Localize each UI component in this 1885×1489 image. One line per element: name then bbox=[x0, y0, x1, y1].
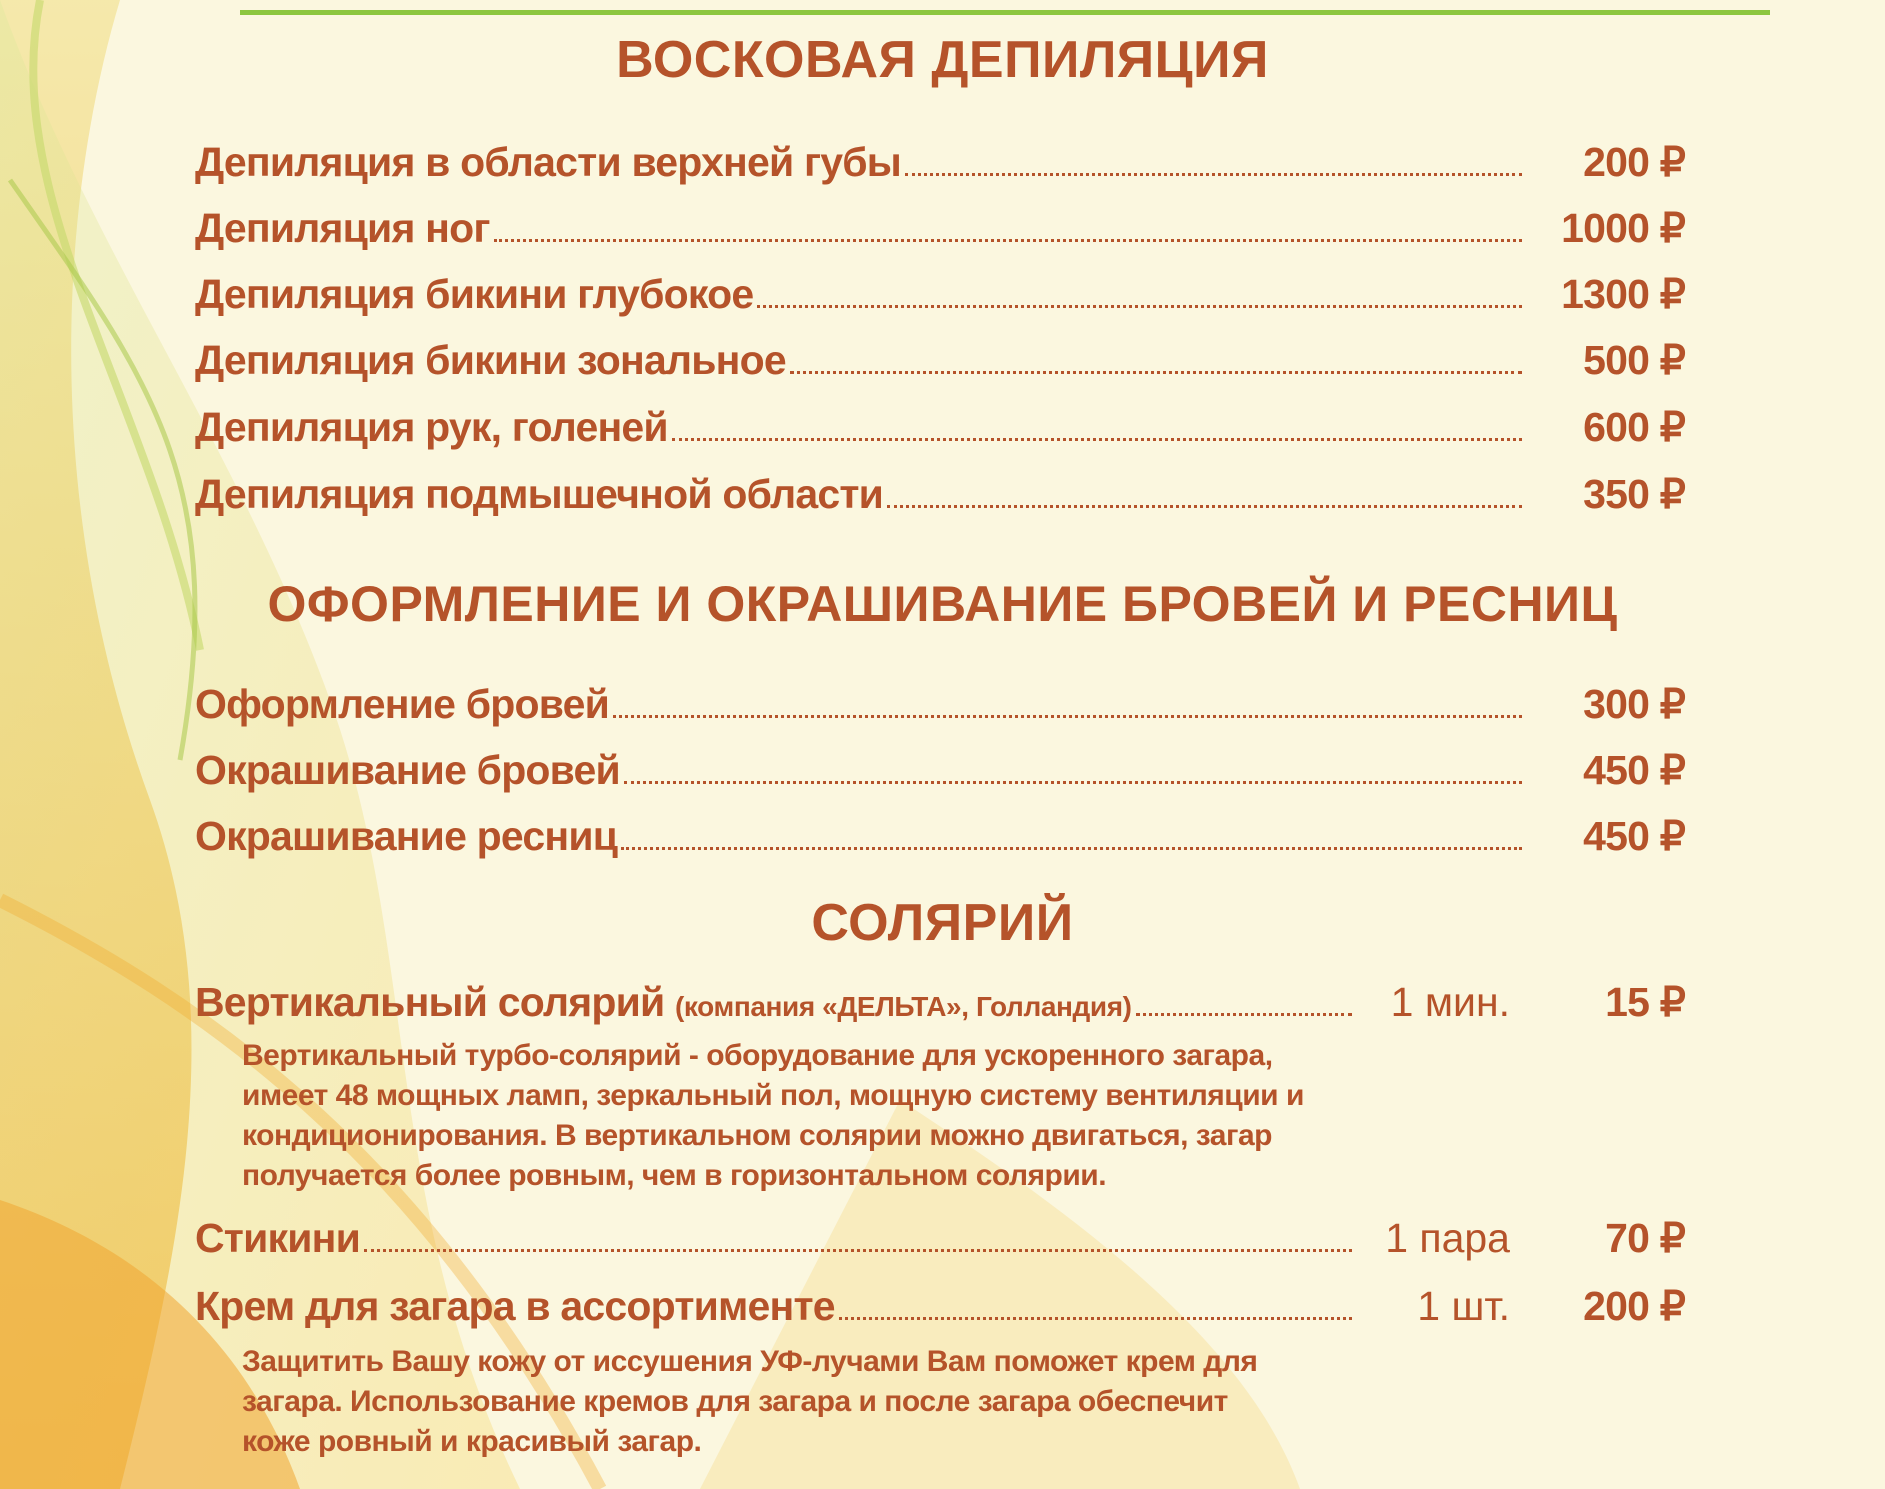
service-description bbox=[242, 1036, 1442, 1196]
service-price: 600 ₽ bbox=[1583, 404, 1685, 450]
dot-leader bbox=[757, 305, 1522, 308]
service-price: 1000 ₽ bbox=[1561, 205, 1685, 251]
dot-leader bbox=[624, 781, 1522, 784]
section-title-waxing: ВОСКОВАЯ ДЕПИЛЯЦИЯ bbox=[616, 31, 1269, 89]
price-row bbox=[195, 395, 1685, 451]
service-unit: 1 шт. bbox=[1417, 1283, 1510, 1329]
service-price: 200 ₽ bbox=[1583, 139, 1685, 185]
service-price: 200 ₽ bbox=[1583, 1283, 1685, 1329]
service-price: 1300 ₽ bbox=[1561, 271, 1685, 317]
price-row bbox=[195, 804, 1685, 860]
description-line: имеет 48 мощных ламп, зеркальный пол, мощную систему вентиляции и bbox=[242, 1079, 1304, 1112]
service-price: 70 ₽ bbox=[1605, 1215, 1685, 1261]
price-row bbox=[195, 1274, 1685, 1330]
price-row bbox=[195, 970, 1685, 1026]
price-row bbox=[195, 462, 1685, 518]
service-name: Депиляция ног bbox=[195, 205, 490, 251]
dot-leader bbox=[790, 371, 1522, 374]
price-row bbox=[195, 1206, 1685, 1262]
dot-leader bbox=[672, 438, 1522, 441]
service-name: Оформление бровей bbox=[195, 681, 610, 727]
service-price: 450 ₽ bbox=[1583, 813, 1685, 859]
dot-leader bbox=[494, 239, 1522, 242]
description-line: Защитить Вашу кожу от иссушения УФ-лучами Вам поможет крем для bbox=[242, 1345, 1258, 1378]
dot-leader bbox=[839, 1317, 1352, 1320]
price-row bbox=[195, 328, 1685, 384]
service-name: Депиляция в области верхней губы bbox=[195, 139, 901, 185]
service-price: 15 ₽ bbox=[1605, 979, 1685, 1025]
description-line: Вертикальный турбо-солярий - оборудование для ускоренного загара, bbox=[242, 1039, 1273, 1072]
section-title-brows: ОФОРМЛЕНИЕ И ОКРАШИВАНИЕ БРОВЕЙ И РЕСНИЦ bbox=[267, 576, 1618, 632]
price-row bbox=[195, 672, 1685, 728]
service-price: 450 ₽ bbox=[1583, 747, 1685, 793]
top-accent-line bbox=[240, 10, 1770, 15]
dot-leader bbox=[364, 1249, 1352, 1252]
dot-leader bbox=[621, 847, 1522, 850]
price-row bbox=[195, 262, 1685, 318]
description-line: получается более ровным, чем в горизонтальном солярии. bbox=[242, 1159, 1107, 1192]
service-name: Окрашивание бровей bbox=[195, 747, 620, 793]
service-unit: 1 мин. bbox=[1390, 979, 1510, 1025]
service-name: Окрашивание ресниц bbox=[195, 813, 618, 859]
service-price: 500 ₽ bbox=[1583, 337, 1685, 383]
service-name: Депиляция бикини глубокое bbox=[195, 271, 754, 317]
service-name bbox=[195, 979, 1132, 1026]
service-name: Стикини bbox=[195, 1215, 360, 1261]
dot-leader bbox=[613, 715, 1522, 718]
dot-leader bbox=[887, 505, 1522, 508]
service-price: 350 ₽ bbox=[1583, 471, 1685, 517]
service-price: 300 ₽ bbox=[1583, 681, 1685, 727]
description-line: загара. Использование кремов для загара и после загара обеспечит bbox=[242, 1385, 1228, 1418]
price-row bbox=[195, 738, 1685, 794]
dot-leader bbox=[1136, 1013, 1352, 1016]
service-name: Крем для загара в ассортименте bbox=[195, 1283, 835, 1329]
service-name-text: Вертикальный солярий bbox=[195, 979, 665, 1025]
description-line: коже ровный и красивый загар. bbox=[242, 1425, 702, 1458]
section-title-solarium: СОЛЯРИЙ bbox=[811, 894, 1074, 952]
service-name: Депиляция бикини зональное bbox=[195, 337, 786, 383]
dot-leader bbox=[905, 173, 1522, 176]
service-unit: 1 пара bbox=[1385, 1215, 1510, 1261]
service-name: Депиляция рук, голеней bbox=[195, 404, 668, 450]
description-line: кондиционирования. В вертикальном солярии можно двигаться, загар bbox=[242, 1119, 1272, 1152]
price-row bbox=[195, 196, 1685, 252]
service-note: (компания «ДЕЛЬТА», Голландия) bbox=[675, 991, 1132, 1022]
service-description bbox=[242, 1342, 1442, 1462]
service-name: Депиляция подмышечной области bbox=[195, 471, 884, 517]
price-row bbox=[195, 130, 1685, 186]
